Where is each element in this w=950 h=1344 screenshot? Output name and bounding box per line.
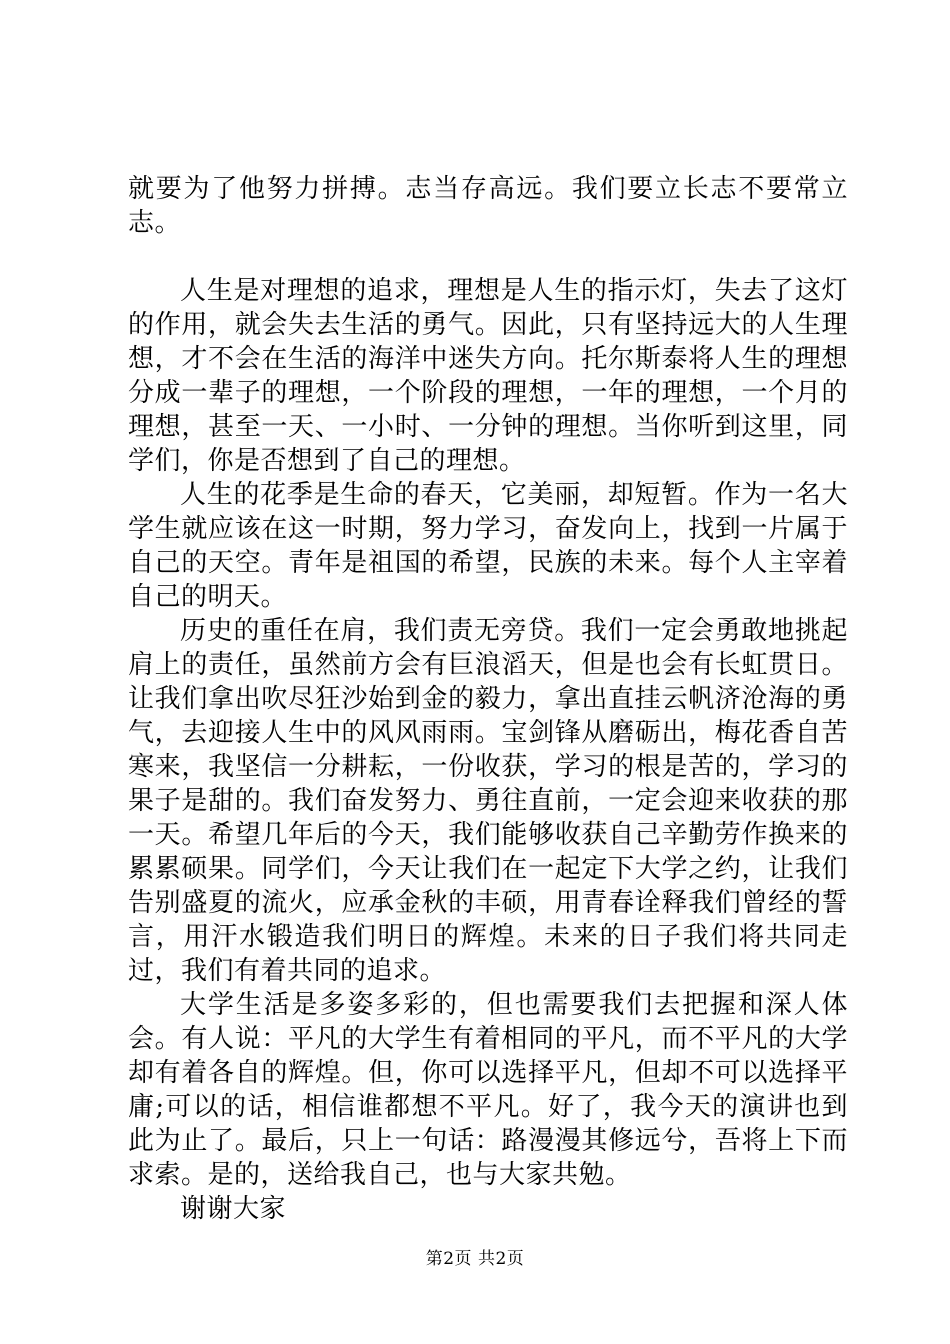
paragraph-youth: 人生的花季是生命的春天，它美丽，却短暂。作为一名大学生就应该在这一时期，努力学习，奋发向上，找到一片属于自己的天空。青年是祖国的希望，民族的未来。每个人主宰着自己的明天。 (128, 480, 848, 612)
paragraph-responsibility: 历史的重任在肩，我们责无旁贷。我们一定会勇敢地挑起肩上的责任，虽然前方会有巨浪滔天，但是也会有长虹贯日。让我们拿出吹尽狂沙始到金的毅力，拿出直挂云帆济沧海的勇气，去迎接人生中的风风雨雨。宝剑锋从磨砺出，梅花香自苦寒来，我坚信一分耕耘，一份收获，学习的根是苦的，学习的果子是甜的。我们奋发努力、勇往直前，一定会迎来收获的那一天。希望几年后的今天，我们能够收获自己辛勤劳作换来的累累硕果。同学们，今天让我们在一起定下大学之约，让我们告别盛夏的流火，应承金秋的丰硕，用青春诠释我们曾经的誓言，用汗水锻造我们明日的辉煌。未来的日子我们将共同走过，我们有着共同的追求。 (128, 616, 848, 986)
paragraph-ideals: 人生是对理想的追求，理想是人生的指示灯，失去了这灯的作用，就会失去生活的勇气。因此，只有坚持远大的人生理想，才不会在生活的海洋中迷失方向。托尔斯泰将人生的理想分成一辈子的理想，一个阶段的理想，一年的理想，一个月的理想，甚至一天、一小时、一分钟的理想。当你听到这里，同学们，你是否想到了自己的理想。 (128, 276, 848, 476)
paragraph-continuation: 就要为了他努力拼搏。志当存高远。我们要立长志不要常立志。 (128, 174, 848, 238)
paragraph-college-life: 大学生活是多姿多彩的，但也需要我们去把握和深人体会。有人说：平凡的大学生有着相同的平凡，而不平凡的大学却有着各自的辉煌。但，你可以选择平凡，但却不可以选择平庸;可以的话，相信谁都想不平凡。好了，我今天的演讲也到此为止了。最后，只上一句话：路漫漫其修远兮，吾将上下而求索。是的，送给我自己，也与大家共勉。 (128, 990, 848, 1190)
page-footer: 第2页 共2页 (425, 1249, 525, 1269)
document-body (128, 172, 848, 1226)
paragraph-closing: 谢谢大家 (180, 1194, 287, 1224)
